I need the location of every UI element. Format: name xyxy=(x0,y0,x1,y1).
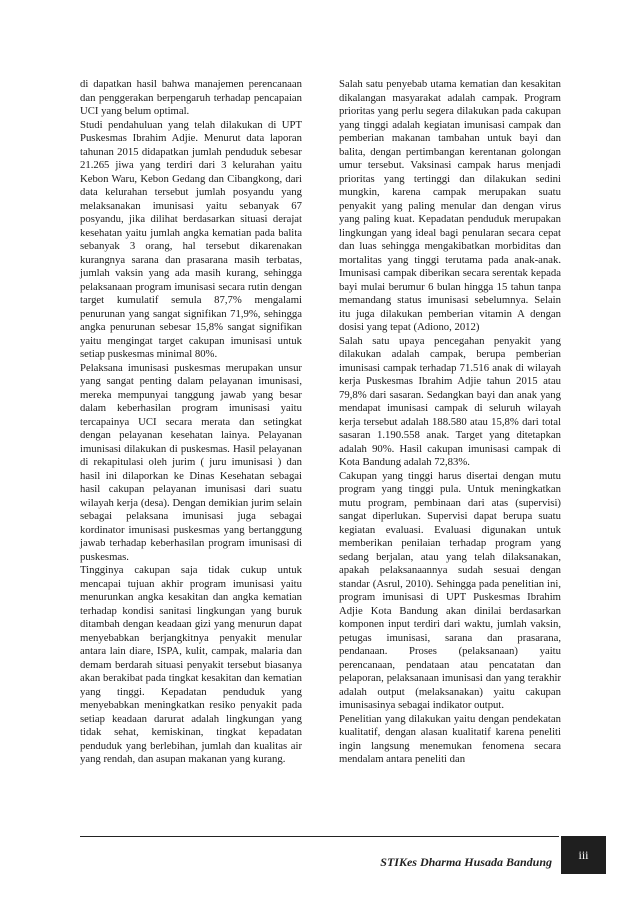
left-column xyxy=(80,78,302,767)
left-paragraph-2: Studi pendahuluan yang telah dilakukan di UPT Puskesmas Ibrahim Adjie. Menurut data laporan tahunan 2015 didapatkan jumlah penduduk sebesar 21.265 jiwa yang terdiri dari 3 kelurahan yaitu Kebon Waru, Kebon Gedang dan Cibangkong, dari data kelurahan tersebut jumlah posyandu yang melaksanakan imunisasi yaitu sebanyak 67 posyandu, jika dilihat berdasarkan situasi derajat kesehatan yaitu jumlah angka kematian pada balita sebanyak 3 orang, hal tersebut dikarenakan kurangnya sarana dan prasarana masih terbatas, jumlah vaksin yang ada masih kurang, sehingga pelaksanaan program imunisasi secara rutin dengan target kumulatif semula 87,7% mengalami penurunan yang sangat signifikan 71,9%, sehingga angka penurunan sebesar 15,8% sangat signifikan yaitu mengingat target cakupan imunisasi untuk setiap puskesmas minimal 80%. xyxy=(80,118,302,360)
left-paragraph-3: Pelaksana imunisasi puskesmas merupakan unsur yang sangat penting dalam pelayanan imunisasi, mereka mempunyai tanggung jawab yang besar dalam keberhasilan program imunisasi yaitu tercapainya UCI secara merata dan setingkat dengan pelayanan kesehatan lainya. Pelayanan imunisasi dilakukan di puskesmas. Hasil pelayanan di rekapitulasi oleh jurim ( juru imunisasi ) dan hasil ini dilaporkan ke Dinas Kesehatan sebagai hasil cakupan pelayanan imunisasi dari suatu wilayah kerja (desa). Dengan demikian jurim selain sebagai pelaksana imunisasi juga sebagai kordinator imunisasi puskesmas yang bertanggung jawab terhadap keberhasilan program imunisasi di puskesmas. xyxy=(80,361,302,563)
page-number: iii xyxy=(561,836,606,874)
right-paragraph-2: Salah satu upaya pencegahan penyakit yang dilakukan adalah campak, berupa pemberian imunisasi campak terhadap 71.516 anak di wilayah kerja Puskesmas Ibrahim Adjie tahun 2015 atau 79,8% dari sasaran. Sedangkan bayi dan anak yang mendapat imunisasi campak di seluruh wilayah kerja tersebut adalah 188.580 atau 15,8% dari total sasaran 1.190.558 anak. Target yang ditetapkan adalah 90%. Hasil cakupan imunisasi campak di Kota Bandung adalah 72,83%. xyxy=(339,334,561,468)
footer-institution: STIKes Dharma Husada Bandung xyxy=(380,855,552,869)
right-paragraph-3: Cakupan yang tinggi harus disertai dengan mutu program yang tinggi pula. Untuk meningkatkan mutu program, pembinaan dari atas (supervisi) sangat diperlukan. Supervisi dapat berupa suatu kegiatan evaluasi. Evaluasi digunakan untuk memberikan penilaian terhadap program yang sedang berjalan, atau yang telah dilaksanakan, apakah pelaksanaannya sudah sesuai dengan standar (Asrul, 2010). Sehingga pada penelitian ini, program imunisasi di UPT Puskesmas Ibrahim Adjie Kota Bandung akan dinilai berdasarkan komponen input terdiri dari waktu, jumlah vaksin, petugas imunisasi, sarana dan prasarana, pendanaan. Proses (pelaksanaan) yaitu perencanaan, pendataan atau pencatatan dan pelaporan, pelaksanaan imunisasi dan yang terakhir adalah output (melaksanakan) yaitu cakupan imunisasinya sebagai indikator output. xyxy=(339,469,561,711)
left-paragraph-1: di dapatkan hasil bahwa manajemen perencanaan dan penggerakan berpengaruh terhadap pencapaian UCI yang belum optimal. xyxy=(80,78,302,117)
right-paragraph-4: Penelitian yang dilakukan yaitu dengan pendekatan kualitatif, dengan alasan kualitatif karena peneliti ingin langsung menemukan fenomena secara mendalam antara peneliti dan xyxy=(339,712,561,765)
left-paragraph-4: Tingginya cakupan saja tidak cukup untuk mencapai tujuan akhir program imunisasi yaitu menurunkan angka kesakitan dan angka kematian terhadap kondisi sanitasi lingkungan yang buruk ditambah dengan keadaan gizi yang menurun dapat menyebabkan berjangkitnya penyakit menular antara lain diare, ISPA, kulit, campak, malaria dan demam berdarah situasi penyakit tersebut biasanya akan berakibat pada tingkat kesakitan dan kematian yang tinggi. Kepadatan penduduk yang menyebabkan meningkatkan resiko penyakit pada setiap keadaan darurat adalah lingkungan yang tidak sehat, kemiskinan, tingkat kepadatan penduduk yang berlebihan, jumlah dan kualitas air yang rendah, dan asupan makanan yang kurang. xyxy=(80,564,302,765)
right-paragraph-1: Salah satu penyebab utama kematian dan kesakitan dikalangan masyarakat adalah campak. Program prioritas yang perlu segera dilakukan pada cakupan yang tinggi adalah kegiatan imunisasi campak dan pemberian makanan tambahan untuk bayi dan balita, dengan pertimbangan kerentanan golongan umur tersebut. Vaksinasi campak harus menjadi prioritas yang tertinggi dan dilakukan sedini mungkin, karena campak merupakan suatu penyakit yang paling menular dan dengan virus yang paling kuat. Kepadatan penduduk merupakan lingkungan yang ideal bagi penularan secara cepat dan luas sehingga mengakibatkan morbiditas dan mortalitas yang tinggi terutama pada anak-anak. Imunisasi campak diberikan secara serentak kepada bayi mulai berumur 6 bulan hingga 15 tahun tanpa memandang status imunisasi sebelumnya. Selain itu juga dilakukan pemberian vitamin A dengan dosisi yang tepat (Adiono, 2012) xyxy=(339,78,561,333)
footer-divider xyxy=(80,836,559,837)
right-column xyxy=(339,78,561,767)
